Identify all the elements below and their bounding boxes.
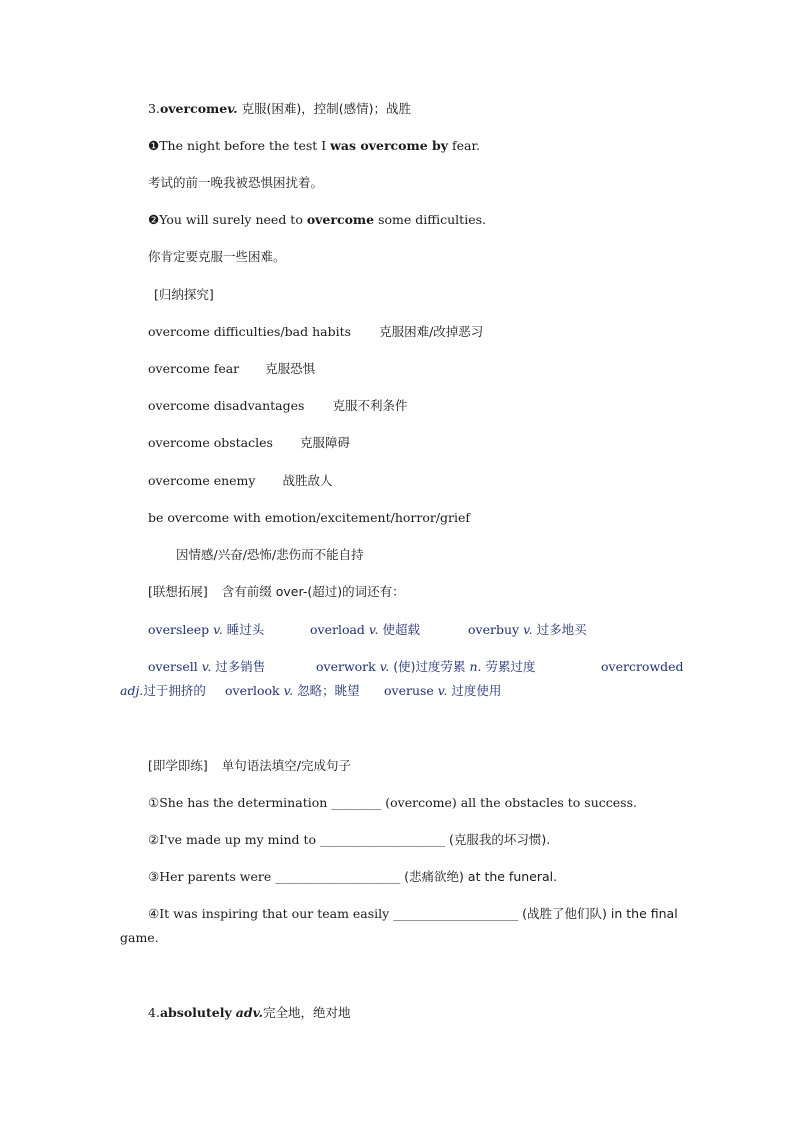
- question-4: [148, 906, 678, 922]
- question-number: ②: [148, 832, 160, 847]
- extension-word: [468, 622, 587, 638]
- question-text: She has the determination: [159, 795, 332, 810]
- example-2-text: You will surely need to: [159, 212, 307, 227]
- question-text: (overcome) all the obstacles to success.: [381, 795, 637, 810]
- question-text: I've made up my mind to: [159, 832, 321, 847]
- extension-heading: [148, 584, 405, 600]
- example-2-bold: overcome: [306, 212, 375, 227]
- question-text: Her parents were: [159, 869, 276, 884]
- question-1: [148, 795, 637, 811]
- example-2-marker: ❷: [148, 212, 160, 227]
- extension-row-3: [120, 683, 502, 699]
- example-1-bold: was overcome by: [330, 138, 449, 153]
- word-cn: 过多地买: [532, 622, 587, 637]
- word-cn: 过多销售: [211, 659, 266, 674]
- word-pos: v.: [523, 622, 533, 637]
- phrase-cn: 克服障碍: [299, 435, 350, 450]
- item4-number: 4.: [148, 1005, 160, 1020]
- word-pos: n.: [469, 659, 482, 674]
- item4-heading: [148, 1005, 350, 1021]
- phrase-row: [148, 324, 483, 340]
- example-1-end: fear.: [448, 138, 481, 153]
- answer-blank[interactable]: ____________________: [275, 869, 401, 884]
- item3-number: 3.: [148, 101, 160, 116]
- item3-pos: v.: [227, 101, 238, 116]
- example-1-marker: ❶: [148, 138, 160, 153]
- emotion-phrase-en: be overcome with emotion/excitement/horror/grief: [148, 510, 471, 525]
- summary-heading: [归纳探究]: [154, 287, 214, 302]
- word-pos: v.: [213, 622, 223, 637]
- item4-word: absolutely: [159, 1005, 232, 1020]
- extension-word: [148, 622, 264, 637]
- word: overwork: [316, 659, 380, 674]
- word: oversleep: [148, 622, 214, 637]
- word: overuse: [384, 683, 438, 698]
- word: oversell: [148, 659, 202, 674]
- item3-word: overcome: [159, 101, 228, 116]
- extension-word: [225, 683, 360, 699]
- question-text: (悲痛欲绝) at the funeral.: [400, 869, 558, 884]
- item4-meaning: 完全地，绝对地: [262, 1005, 351, 1020]
- word-cn: 忽略；眺望: [293, 683, 360, 698]
- practice-heading: [148, 758, 351, 774]
- phrase-en: overcome obstacles: [148, 435, 273, 450]
- item3-meaning: 克服(困难)，控制(感情)；战胜: [237, 101, 412, 116]
- phrase-cn: 克服困难/改掉恶习: [379, 324, 484, 339]
- question-text: (克服我的坏习惯).: [445, 832, 551, 847]
- question-2: [148, 832, 550, 848]
- answer-blank[interactable]: ____________________: [320, 832, 446, 847]
- example-2: [148, 212, 486, 228]
- extension-word: [316, 659, 536, 675]
- question-number: ④: [148, 906, 160, 921]
- word-pos: adj.: [120, 683, 144, 698]
- extension-intro: 含有前缀 over-(超过)的词还有：: [221, 584, 405, 599]
- phrase-en: overcome disadvantages: [148, 398, 305, 413]
- word-pos: v.: [368, 622, 379, 637]
- word-pos: v.: [379, 659, 390, 674]
- question-text: It was inspiring that our team easily: [159, 906, 394, 921]
- item4-pos: adv.: [235, 1005, 263, 1020]
- example-1-text: The night before the test I: [159, 138, 331, 153]
- phrase-en: overcome fear: [148, 361, 240, 376]
- answer-blank[interactable]: ________: [331, 795, 382, 810]
- emotion-phrase-cn: 因情感/兴奋/恐怖/悲伤而不能自持: [176, 547, 364, 562]
- word: overlook: [225, 683, 284, 698]
- word-cn: 劳累过度: [481, 659, 536, 674]
- phrase-row: [148, 435, 350, 451]
- extension-title: [联想拓展]: [148, 584, 208, 599]
- word-cn: 睡过头: [222, 622, 265, 637]
- item3-heading: [148, 101, 411, 117]
- phrase-cn: 战胜敌人: [282, 473, 333, 488]
- example-1-translation: 考试的前一晚我被恐惧困扰着。: [148, 175, 324, 190]
- extension-word: [310, 622, 420, 638]
- question-number: ①: [148, 795, 160, 810]
- word-cn: 过度使用: [447, 683, 502, 698]
- word-pos: v.: [201, 659, 212, 674]
- phrase-en: overcome enemy: [148, 473, 256, 488]
- word-pos: v.: [437, 683, 448, 698]
- phrase-row: [148, 398, 407, 414]
- word: overbuy: [468, 622, 524, 637]
- word: overcrowded: [601, 659, 684, 674]
- practice-title: [即学即练]: [148, 758, 208, 773]
- extension-row-1: [148, 622, 587, 638]
- phrase-en: overcome difficulties/bad habits: [148, 324, 352, 339]
- phrase-row: [148, 473, 333, 489]
- example-1: [148, 138, 480, 154]
- extension-word: [384, 683, 501, 699]
- extension-row-2: [148, 659, 684, 675]
- extension-word: [148, 659, 265, 674]
- word-cn: 使超载: [378, 622, 420, 637]
- question-number: ③: [148, 869, 160, 884]
- word-pos: v.: [283, 683, 294, 698]
- practice-intro: 单句语法填空/完成句子: [221, 758, 351, 773]
- phrase-row: [148, 361, 315, 377]
- phrase-cn: 克服不利条件: [332, 398, 408, 413]
- question-text: (战胜了他们队) in the final: [518, 906, 678, 921]
- phrase-cn: 克服恐惧: [265, 361, 316, 376]
- example-2-translation: 你肯定要克服一些困难。: [148, 249, 286, 264]
- question-3: [148, 869, 557, 885]
- word-cn: (使)过度劳累: [389, 659, 470, 674]
- word: overload: [310, 622, 369, 637]
- answer-blank[interactable]: ____________________: [393, 906, 519, 921]
- question-4-continuation: game.: [120, 930, 159, 945]
- example-2-end: some difficulties.: [374, 212, 486, 227]
- word-cn: 过于拥挤的: [143, 683, 206, 698]
